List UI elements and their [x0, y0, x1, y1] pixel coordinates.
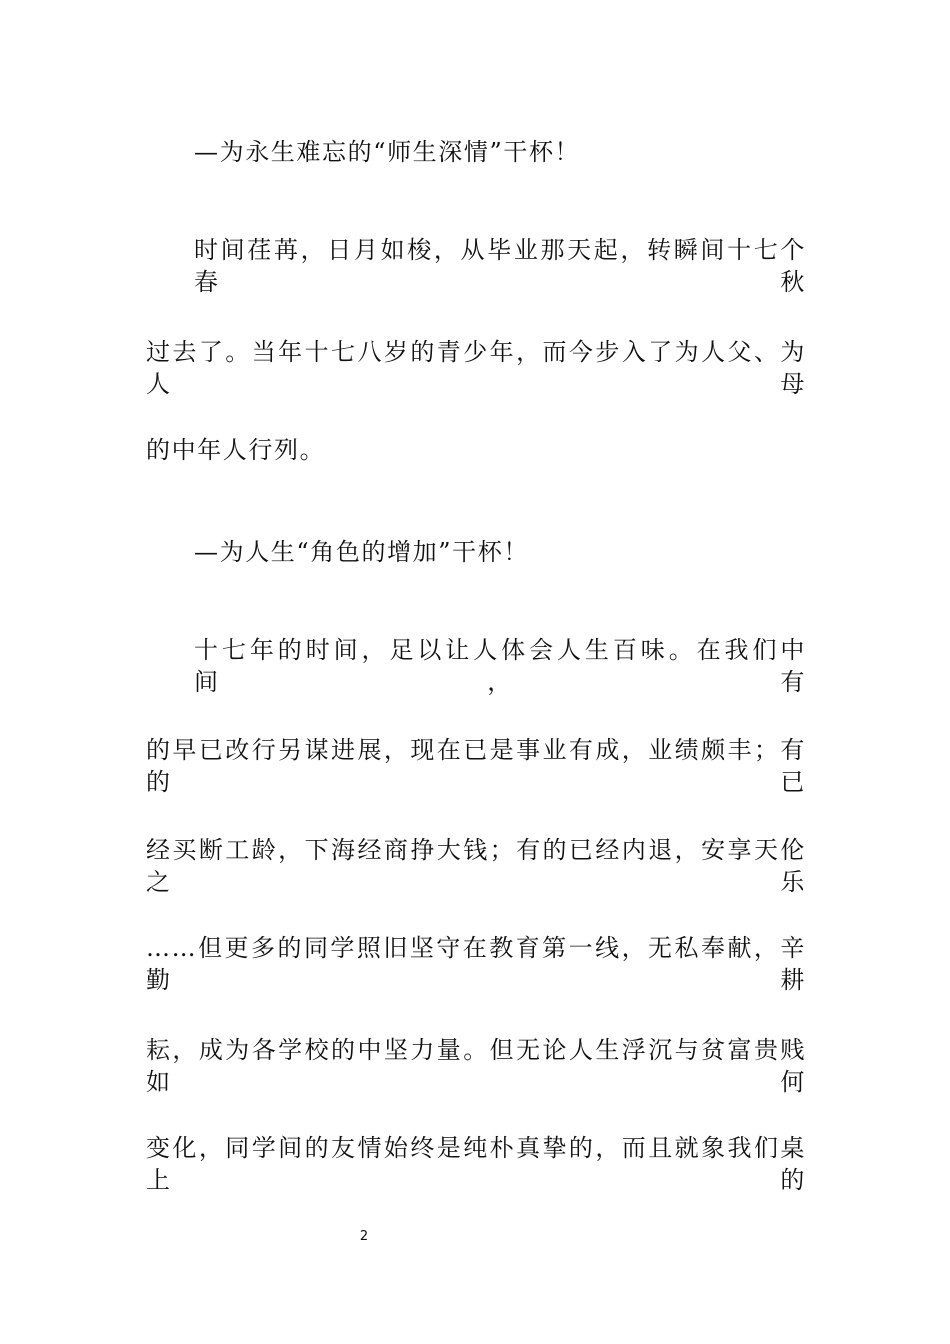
paragraph-line: 的早已改行另谋进展，现在已是事业有成，业绩颇丰；有的已	[146, 736, 806, 796]
paragraph-line: 十七年的时间，足以让人体会人生百味。在我们中间，有	[194, 636, 806, 696]
paragraph-line: 过去了。当年十七八岁的青少年，而今步入了为人父、为人母	[146, 338, 806, 398]
paragraph-line: 耘，成为各学校的中坚力量。但无论人生浮沉与贫富贵贱如何	[146, 1036, 806, 1096]
paragraph-line: ……但更多的同学照旧坚守在教育第一线，无私奉献，辛勤耕	[146, 934, 806, 994]
paragraph-line: 时间荏苒，日月如梭，从毕业那天起，转瞬间十七个春秋	[194, 236, 806, 296]
toast-line-roles: —为人生“角色的增加”干杯！	[194, 538, 529, 566]
paragraph-line: 变化，同学间的友情始终是纯朴真挚的，而且就象我们桌上的	[146, 1134, 806, 1194]
page-number: 2	[359, 1229, 369, 1244]
toast-line-teachers: —为永生难忘的“师生深情”干杯！	[194, 138, 581, 166]
paragraph-line: 的中年人行列。	[146, 436, 326, 464]
paragraph-line: 经买断工龄，下海经商挣大钱；有的已经内退，安享天伦之乐	[146, 836, 806, 896]
